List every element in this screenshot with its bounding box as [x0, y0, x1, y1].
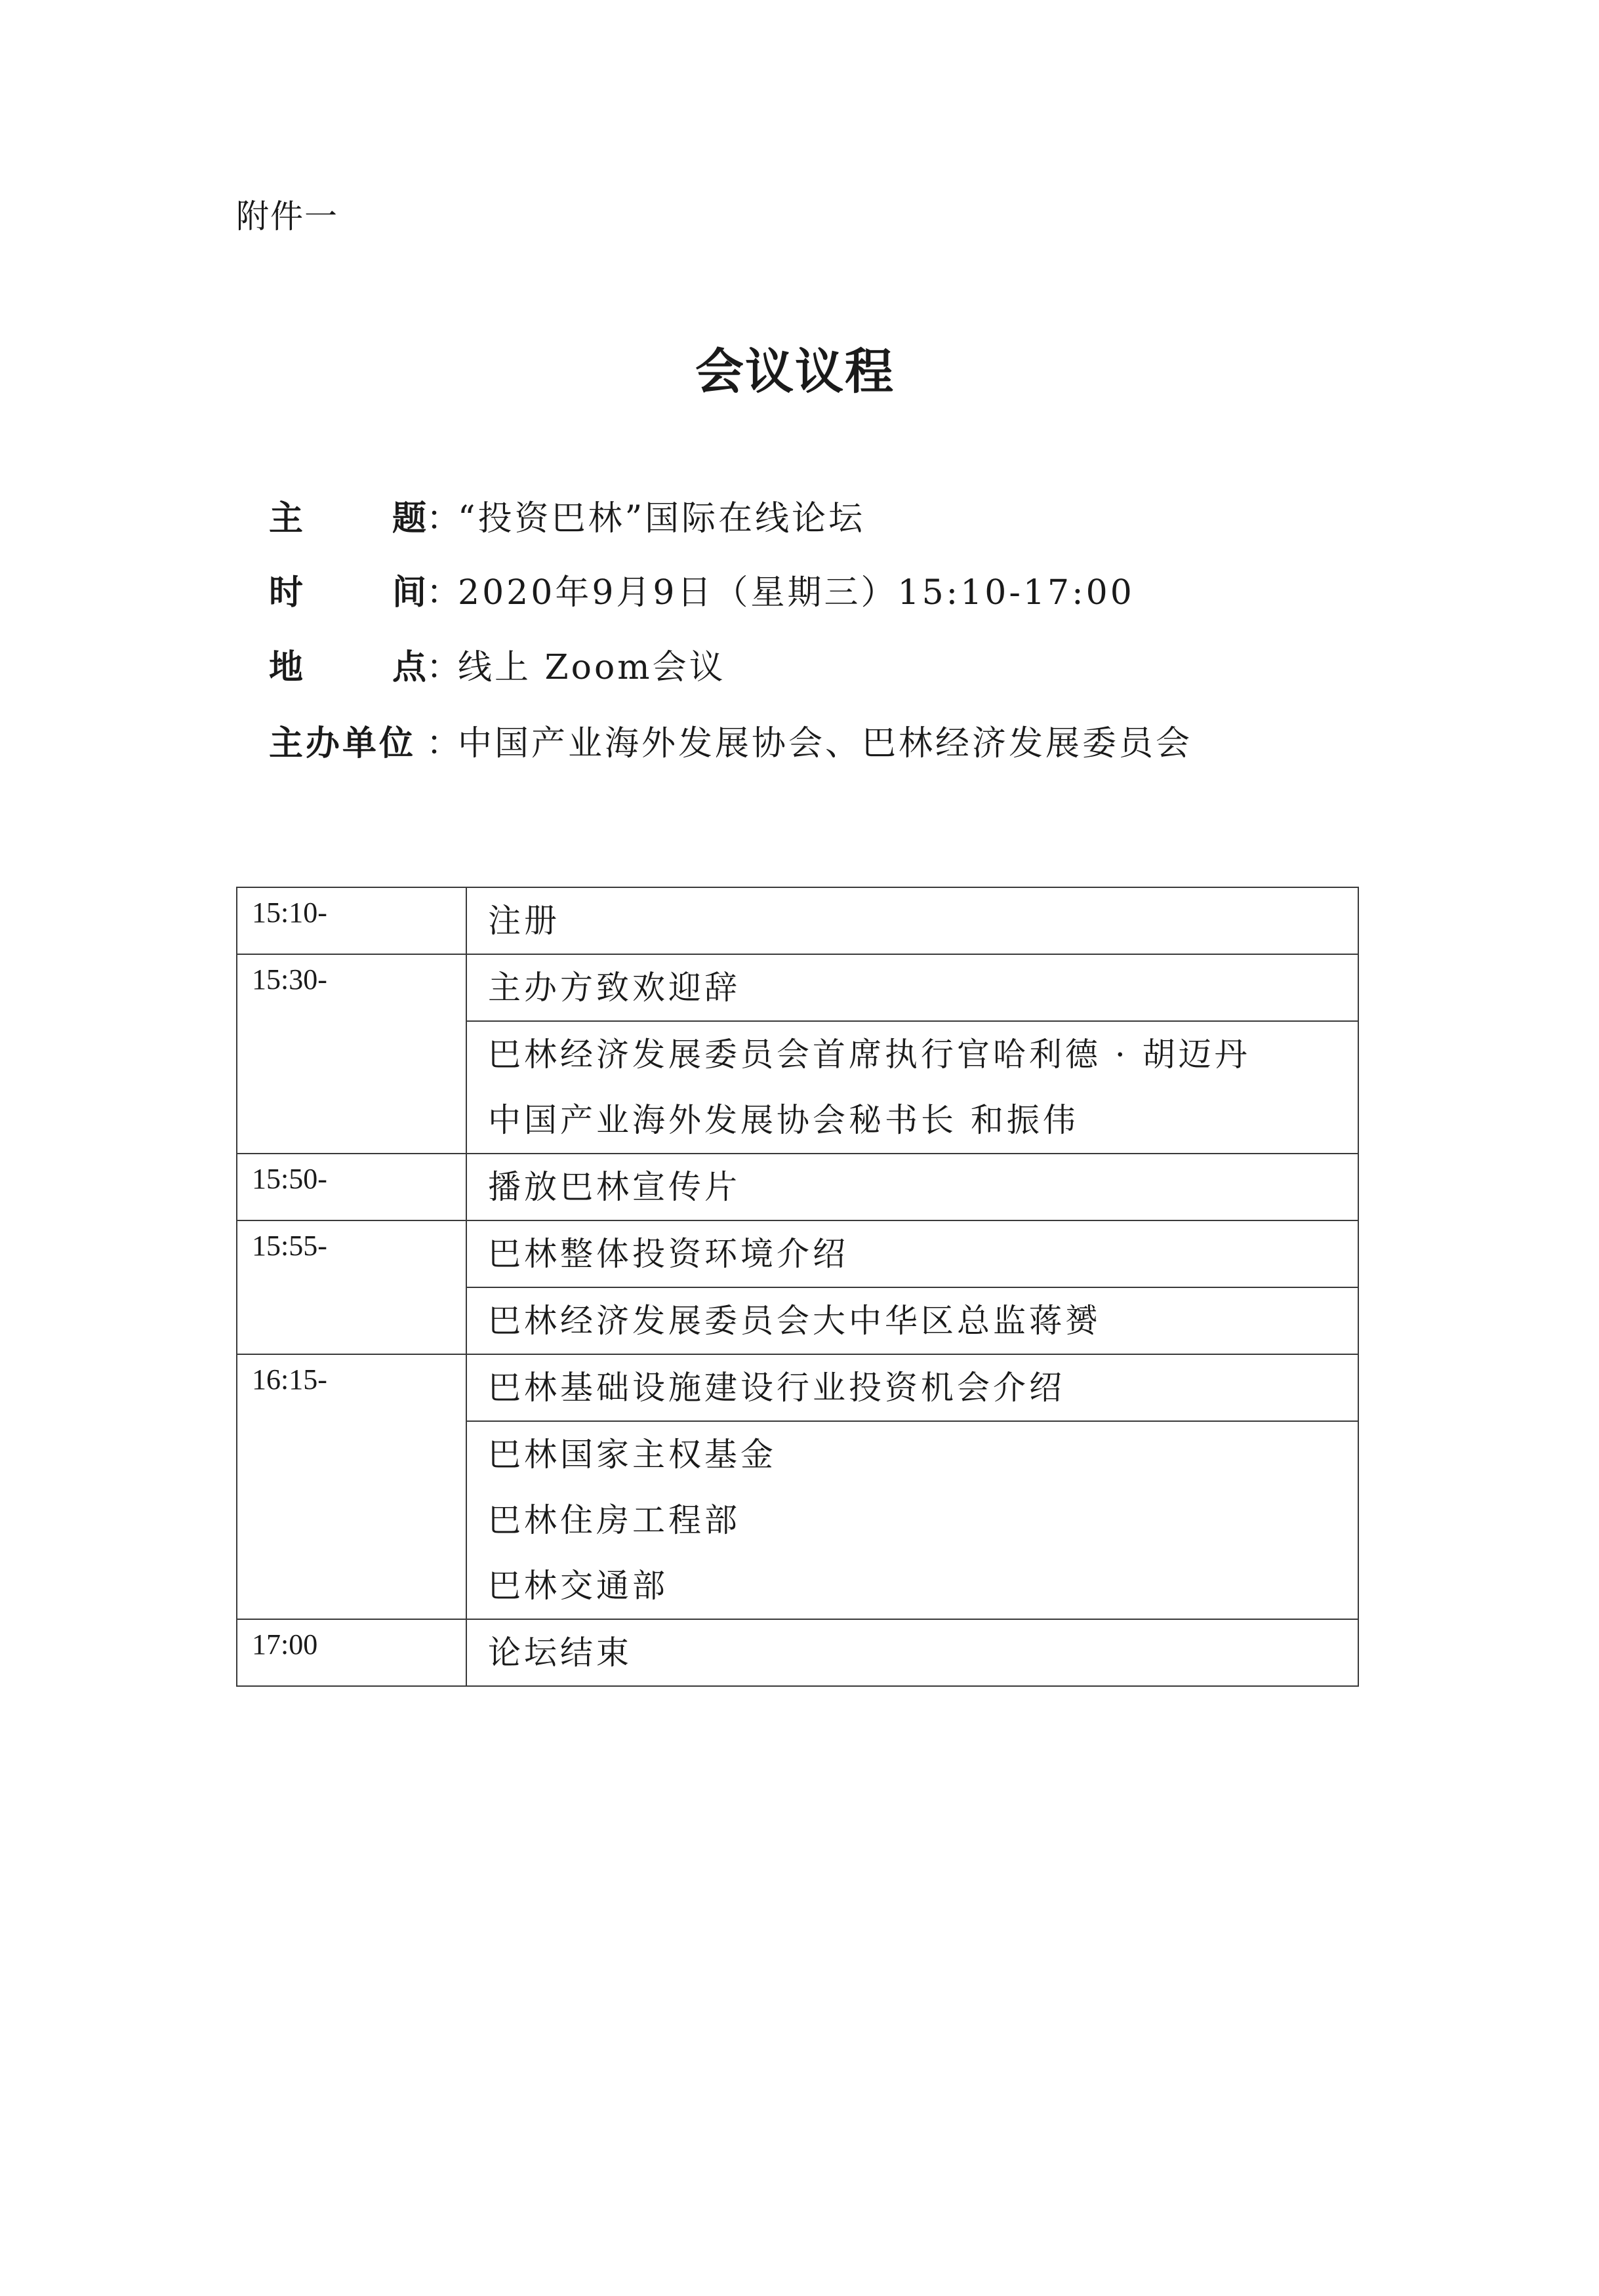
- agenda-item: 巴林整体投资环境介绍: [488, 1235, 849, 1273]
- info-colon: ：: [426, 573, 461, 613]
- info-label-location: 地 点: [269, 647, 426, 687]
- agenda-item: 巴林住房工程部: [488, 1501, 740, 1539]
- info-row-topic: [269, 489, 865, 541]
- agenda-item: 主办方致欢迎辞: [488, 969, 740, 1007]
- info-row-organizer: [269, 714, 1192, 766]
- info-label-time: 时 间: [269, 573, 426, 613]
- agenda-time: 15:10-: [237, 887, 466, 954]
- agenda-items: [466, 1154, 1358, 1220]
- agenda-time: 17:00: [237, 1619, 466, 1686]
- agenda-items: [466, 1354, 1358, 1619]
- agenda-item: 巴林基础设施建设行业投资机会介绍: [488, 1369, 1065, 1407]
- agenda-item: 注册: [488, 902, 560, 940]
- info-colon: ：: [426, 498, 461, 538]
- agenda-items: [466, 1619, 1358, 1686]
- agenda-row: [237, 1154, 1358, 1220]
- agenda-item: 巴林交通部: [488, 1567, 668, 1605]
- agenda-row: [237, 1354, 1358, 1619]
- document-title: 会议议程: [695, 344, 895, 400]
- info-row-location: [269, 637, 726, 690]
- agenda-item: 巴林经济发展委员会大中华区总监蒋赟: [467, 1287, 1358, 1354]
- agenda-table: [236, 887, 1359, 1687]
- agenda-time: 16:15-: [237, 1354, 466, 1619]
- agenda-row: [237, 1619, 1358, 1686]
- agenda-time: 15:55-: [237, 1220, 466, 1354]
- info-value-time: 2020年9月9日（星期三）15:10-17:00: [458, 573, 1135, 613]
- agenda-item: 论坛结束: [488, 1634, 632, 1672]
- agenda-item: 巴林经济发展委员会首席执行官哈利德 · 胡迈丹: [467, 1020, 1358, 1087]
- agenda-time: 15:50-: [237, 1154, 466, 1220]
- agenda-row: [237, 954, 1358, 1154]
- agenda-time: 15:30-: [237, 954, 466, 1154]
- info-value-organizer: 中国产业海外发展协会、巴林经济发展委员会: [458, 723, 1193, 763]
- agenda-item: 巴林国家主权基金: [467, 1420, 1358, 1487]
- info-colon: ：: [426, 723, 461, 763]
- agenda-row: [237, 887, 1358, 954]
- agenda-items: [466, 1220, 1358, 1354]
- agenda-item: 播放巴林宣传片: [488, 1168, 740, 1206]
- info-colon: ：: [426, 647, 461, 687]
- info-label-organizer: 主办单位: [269, 723, 416, 763]
- agenda-items: [466, 954, 1358, 1154]
- info-value-location: 线上 Zoom会议: [458, 647, 726, 687]
- info-row-time: [269, 563, 1135, 615]
- info-value-topic: “投资巴林”国际在线论坛: [458, 498, 866, 538]
- agenda-row: [237, 1220, 1358, 1354]
- agenda-item: 中国产业海外发展协会秘书长 和振伟: [488, 1101, 1079, 1139]
- agenda-items: [466, 887, 1358, 954]
- info-label-topic: 主 题: [269, 498, 426, 538]
- attachment-label: 附件一: [236, 197, 338, 235]
